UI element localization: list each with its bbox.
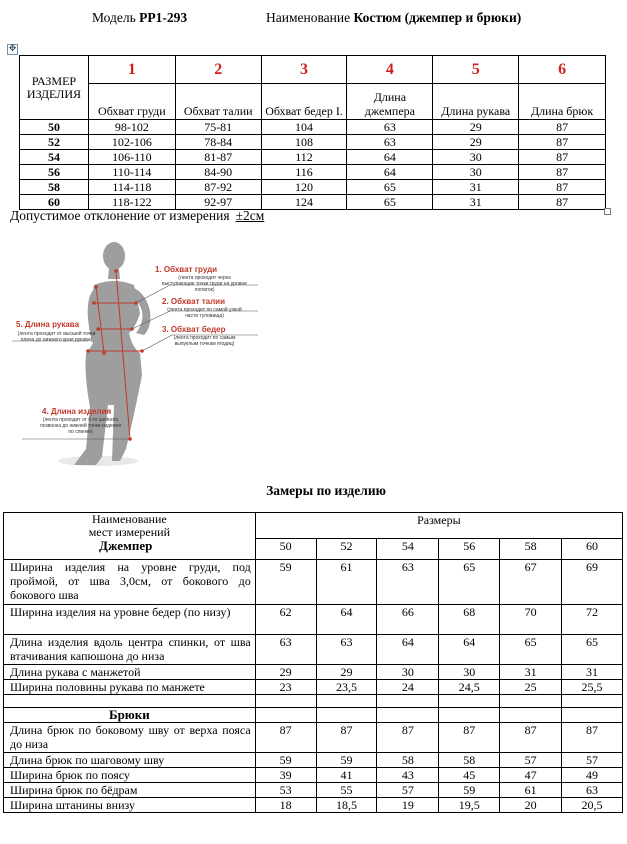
measurement-row: [4, 753, 623, 768]
size-value-cell: 63: [347, 120, 433, 135]
blank-row: [4, 695, 623, 708]
measurement-value: 53: [255, 783, 316, 798]
measurement-value: 31: [562, 665, 623, 680]
figure-note-sleeve: (лента проходит от высшей точки плеча до нижнего края рукава): [17, 331, 96, 343]
size-value-cell: 104: [261, 120, 347, 135]
figure-label-waist: 2. Обхват талии: [162, 297, 225, 306]
measurement-value: 65: [500, 635, 562, 665]
measurement-value: 29: [255, 665, 316, 680]
measurement-value: 72: [562, 605, 623, 635]
measurement-row: [4, 605, 623, 635]
size-value-cell: 63: [347, 135, 433, 150]
size-value-cell: 31: [433, 195, 519, 210]
size-value-cell: 87-92: [175, 180, 261, 195]
measurement-value: 63: [562, 783, 623, 798]
size-table-body: [20, 120, 606, 210]
measurement-value: 87: [500, 723, 562, 753]
measurement-label: Длина брюк по боковому шву от верха пояса до низа: [4, 723, 256, 753]
size-value-cell: 29: [433, 120, 519, 135]
measurements-table: [3, 512, 623, 813]
size-value-cell: 64: [347, 150, 433, 165]
measurement-value: 55: [316, 783, 377, 798]
size-row: [20, 150, 606, 165]
measurement-label: Ширина изделия на уровне бедер (по низу): [4, 605, 256, 635]
measurement-value: 65: [439, 560, 500, 605]
size-value-cell: 87: [519, 135, 606, 150]
size-cell: 50: [20, 120, 89, 135]
measurement-value: 18: [255, 798, 316, 813]
measurement-value: 63: [255, 635, 316, 665]
measurement-row: [4, 665, 623, 680]
measurement-value: 31: [500, 665, 562, 680]
measurement-value: 87: [255, 723, 316, 753]
measurement-value: 87: [316, 723, 377, 753]
measurement-value: 20,5: [562, 798, 623, 813]
model-code: PP1-293: [139, 10, 188, 25]
measurement-value: 61: [316, 560, 377, 605]
name-header-line: мест измерений: [88, 525, 170, 539]
figure-label-length: 4. Длина изделия: [42, 407, 112, 416]
measurement-value: 18,5: [316, 798, 377, 813]
measurement-row: [4, 635, 623, 665]
measurement-value: 64: [377, 635, 439, 665]
measurement-value: 63: [377, 560, 439, 605]
figure-note-length: (лента проходит от 6-го шейного позвонка до нижней точки изделия по спинке): [40, 417, 121, 435]
column-header: Длина брюк: [519, 84, 606, 120]
size-cell: 58: [20, 180, 89, 195]
size-value-cell: 84-90: [175, 165, 261, 180]
size-corner-label: РАЗМЕР ИЗДЕЛИЯ: [20, 56, 89, 120]
figure-note-hips: (лента проходит по самым выпуклым точкам ягодиц): [173, 335, 236, 347]
measurement-label: Ширина изделия на уровне груди, под проймой, от шва 3,0см, от бокового до бокового шва: [4, 560, 256, 605]
measurement-label: Длина брюк по шаговому шву: [4, 753, 256, 768]
measurement-value: 58: [439, 753, 500, 768]
size-value-cell: 118-122: [88, 195, 175, 210]
column-header: Длина рукава: [433, 84, 519, 120]
size-value-cell: 120: [261, 180, 347, 195]
figure-note-chest: (лента проходит через выступающие точки груди на уровне лопаток): [162, 275, 247, 293]
measurement-value: 29: [316, 665, 377, 680]
product-name-line: [266, 10, 521, 26]
column-number: 6: [519, 56, 606, 84]
measurement-value: 87: [439, 723, 500, 753]
figure-label-hips: 3. Обхват бедер: [162, 325, 226, 334]
measurement-value: 24,5: [439, 680, 500, 695]
size-cell: 54: [20, 150, 89, 165]
jumper-rows: [4, 560, 623, 695]
measurement-value: 20: [500, 798, 562, 813]
measurement-value: 65: [562, 635, 623, 665]
product-name-label: Наименование: [266, 10, 351, 25]
document-header: [0, 10, 627, 30]
size-value-cell: 116: [261, 165, 347, 180]
measurement-row: [4, 768, 623, 783]
measurement-row: [4, 798, 623, 813]
size-value-cell: 92-97: [175, 195, 261, 210]
column-number: 5: [433, 56, 519, 84]
model-label: Модель: [92, 10, 136, 25]
measurement-row: [4, 783, 623, 798]
measurement-value: 49: [562, 768, 623, 783]
size-value-cell: 112: [261, 150, 347, 165]
section-pants: Брюки: [4, 708, 256, 723]
name-column-header: [4, 513, 256, 560]
size-column-header: 60: [562, 539, 623, 560]
measurement-value: 23: [255, 680, 316, 695]
size-column-header: 52: [316, 539, 377, 560]
size-value-cell: 114-118: [88, 180, 175, 195]
size-row: [20, 120, 606, 135]
measurement-value: 19,5: [439, 798, 500, 813]
measurement-value: 67: [500, 560, 562, 605]
size-value-cell: 30: [433, 165, 519, 180]
measurement-label: Длина рукава с манжетой: [4, 665, 256, 680]
measurement-value: 41: [316, 768, 377, 783]
tolerance-text: Допустимое отклонение от измерения: [10, 208, 230, 223]
size-cell: 56: [20, 165, 89, 180]
pants-section-row: [4, 708, 623, 723]
size-value-cell: 87: [519, 165, 606, 180]
size-value-cell: 106-110: [88, 150, 175, 165]
size-row: [20, 180, 606, 195]
size-column-header: 56: [439, 539, 500, 560]
size-cell: 60: [20, 195, 89, 210]
size-value-cell: 87: [519, 195, 606, 210]
column-number: 2: [175, 56, 261, 84]
size-value-cell: 65: [347, 180, 433, 195]
size-value-cell: 64: [347, 165, 433, 180]
measurement-value: 47: [500, 768, 562, 783]
measurement-value: 57: [377, 783, 439, 798]
size-value-cell: 108: [261, 135, 347, 150]
measurement-value: 59: [439, 783, 500, 798]
measurement-value: 66: [377, 605, 439, 635]
tolerance-value: ±2см: [235, 208, 265, 223]
column-header: Обхват бедер I.: [261, 84, 347, 120]
measurement-value: 68: [439, 605, 500, 635]
name-header-line: Наименование: [91, 512, 167, 526]
measurement-label: Ширина брюк по бёдрам: [4, 783, 256, 798]
measurement-row: [4, 680, 623, 695]
size-cell: 52: [20, 135, 89, 150]
measurement-value: 39: [255, 768, 316, 783]
size-value-cell: 31: [433, 180, 519, 195]
measurement-figure: [10, 235, 270, 475]
measurement-value: 25: [500, 680, 562, 695]
size-value-cell: 124: [261, 195, 347, 210]
measurement-value: 57: [500, 753, 562, 768]
measurements-title: Замеры по изделию: [266, 483, 386, 498]
measurement-value: 64: [439, 635, 500, 665]
body-silhouette: [10, 235, 270, 475]
measurement-label: Ширина брюк по поясу: [4, 768, 256, 783]
size-column-header: 58: [500, 539, 562, 560]
size-value-cell: 110-114: [88, 165, 175, 180]
measurement-value: 57: [562, 753, 623, 768]
measurement-value: 24: [377, 680, 439, 695]
measurement-value: 23,5: [316, 680, 377, 695]
table-resize-handle[interactable]: [604, 208, 611, 215]
measurement-value: 30: [377, 665, 439, 680]
measurement-value: 59: [255, 560, 316, 605]
figure-note-waist: (лента проходит по самой узкой части туловища): [167, 307, 242, 319]
size-value-cell: 78-84: [175, 135, 261, 150]
column-header: Длина джемпера: [347, 84, 433, 120]
column-number: 1: [88, 56, 175, 84]
column-header: Обхват груди: [88, 84, 175, 120]
size-value-cell: 30: [433, 150, 519, 165]
figure-label-chest: 1. Обхват груди: [155, 265, 218, 274]
measurement-value: 62: [255, 605, 316, 635]
size-value-cell: 65: [347, 195, 433, 210]
size-row: [20, 135, 606, 150]
size-value-cell: 75-81: [175, 120, 261, 135]
tolerance-note: [10, 208, 264, 224]
measurement-value: 61: [500, 783, 562, 798]
measurement-label: Ширина штанины внизу: [4, 798, 256, 813]
sizes-header: Размеры: [255, 513, 622, 539]
table-move-handle-icon[interactable]: ✥: [8, 44, 17, 54]
column-header: Обхват талии: [175, 84, 261, 120]
size-value-cell: 98-102: [88, 120, 175, 135]
measurement-label: Ширина половины рукава по манжете: [4, 680, 256, 695]
measurement-value: 59: [316, 753, 377, 768]
product-name-value: Костюм (джемпер и брюки): [353, 10, 522, 25]
pants-rows: [4, 723, 623, 813]
measurement-value: 58: [377, 753, 439, 768]
measurement-value: 69: [562, 560, 623, 605]
measurement-label: Длина изделия вдоль центра спинки, от шва втачивания капюшона до низа: [4, 635, 256, 665]
section-jumper: Джемпер: [99, 538, 153, 553]
size-value-cell: 87: [519, 150, 606, 165]
column-number: 4: [347, 56, 433, 84]
size-value-cell: 87: [519, 120, 606, 135]
measurement-value: 87: [562, 723, 623, 753]
measurement-value: 70: [500, 605, 562, 635]
figure-label-sleeve: 5. Длина рукава: [16, 320, 80, 329]
measurement-value: 64: [316, 605, 377, 635]
measurement-value: 45: [439, 768, 500, 783]
measurement-value: 30: [439, 665, 500, 680]
column-number: 3: [261, 56, 347, 84]
measurement-value: 19: [377, 798, 439, 813]
size-column-header: 54: [377, 539, 439, 560]
measurement-value: 25,5: [562, 680, 623, 695]
model-line: [92, 10, 187, 26]
size-column-header: 50: [255, 539, 316, 560]
measurement-value: 87: [377, 723, 439, 753]
size-value-cell: 29: [433, 135, 519, 150]
size-value-cell: 81-87: [175, 150, 261, 165]
measurement-value: 59: [255, 753, 316, 768]
measurement-row: [4, 560, 623, 605]
measurement-value: 43: [377, 768, 439, 783]
size-value-cell: 87: [519, 180, 606, 195]
measurement-value: 63: [316, 635, 377, 665]
measurement-row: [4, 723, 623, 753]
size-row: [20, 165, 606, 180]
size-value-cell: 102-106: [88, 135, 175, 150]
size-table: [19, 55, 606, 210]
